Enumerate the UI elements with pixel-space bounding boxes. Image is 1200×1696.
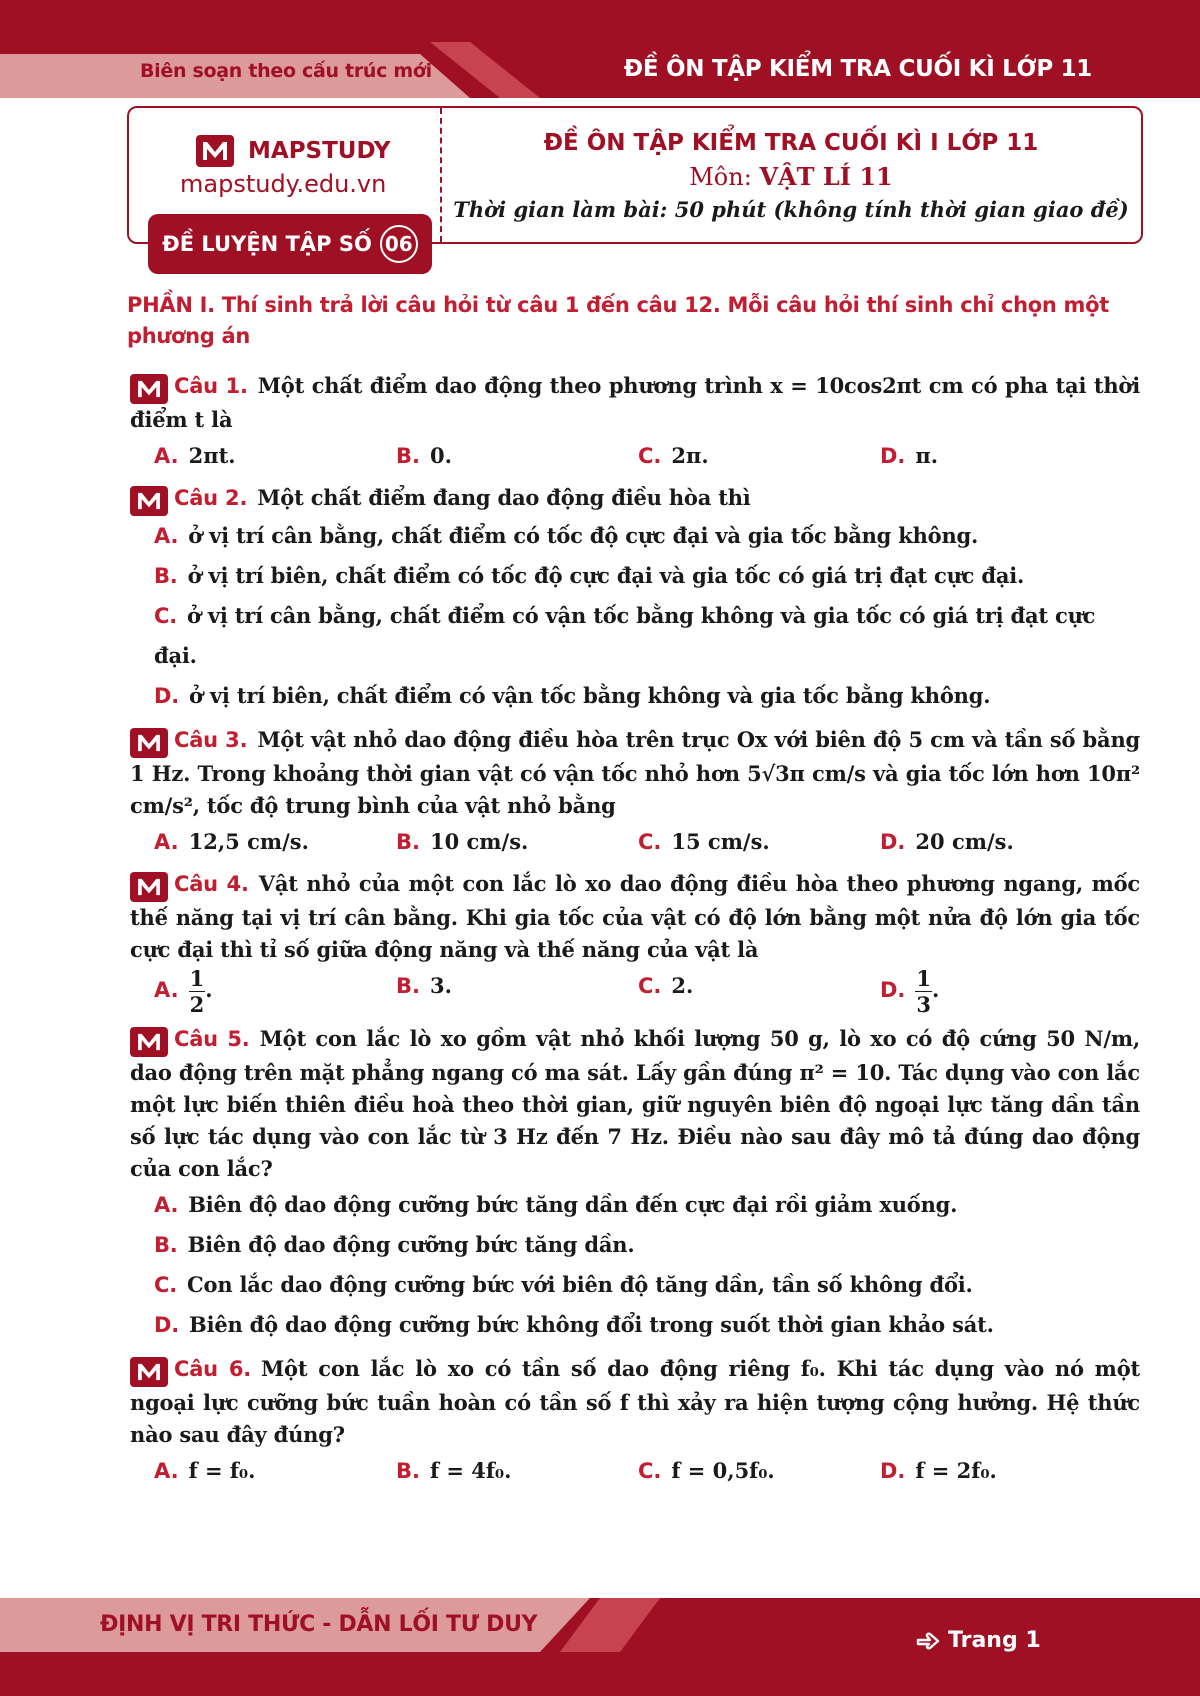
option-letter: C. bbox=[638, 830, 662, 854]
option-letter: A. bbox=[154, 1193, 179, 1217]
fraction-denominator: 3 bbox=[916, 992, 932, 1017]
option-text: 3. bbox=[429, 973, 452, 998]
question-logo-icon bbox=[130, 872, 168, 902]
answer-option bbox=[638, 1453, 880, 1489]
answer-option bbox=[638, 438, 880, 474]
option-letter: D. bbox=[880, 1459, 906, 1483]
option-letter: A. bbox=[154, 444, 179, 468]
option-letter: A. bbox=[154, 830, 179, 854]
option-tail: . bbox=[205, 977, 213, 1002]
exam-title: ĐỀ ÔN TẬP KIỂM TRA CUỐI KÌ I LỚP 11 bbox=[543, 130, 1039, 156]
answer-option bbox=[880, 968, 1122, 1015]
option-letter: B. bbox=[154, 564, 178, 588]
answer-option bbox=[154, 556, 1140, 596]
option-text: ở vị trí biên, chất điểm có vận tốc bằng không và gia tốc bằng không. bbox=[189, 683, 991, 708]
option-letter: A. bbox=[154, 1459, 179, 1483]
option-text: f = 2f₀. bbox=[915, 1458, 997, 1483]
question-label: Câu 5. bbox=[174, 1027, 250, 1051]
answer-option bbox=[154, 516, 1140, 556]
option-letter: B. bbox=[396, 1459, 420, 1483]
top-right-banner-text: ĐỀ ÔN TẬP KIỂM TRA CUỐI KÌ LỚP 11 bbox=[623, 56, 1092, 82]
exam-time: Thời gian làm bài: 50 phút (không tính thời gian giao đề) bbox=[453, 197, 1129, 222]
answer-options bbox=[130, 516, 1140, 716]
option-text: f = 0,5f₀. bbox=[671, 1458, 775, 1483]
question-stem bbox=[130, 370, 1140, 436]
question-2 bbox=[130, 482, 1140, 716]
question-3 bbox=[130, 724, 1140, 860]
question-stem bbox=[130, 868, 1140, 966]
answer-options bbox=[130, 1185, 1140, 1345]
option-text: Biên độ dao động cưỡng bức tăng dần. bbox=[187, 1232, 635, 1257]
option-letter: D. bbox=[154, 1313, 180, 1337]
question-logo-icon bbox=[130, 1357, 168, 1387]
mapstudy-logo-icon bbox=[196, 135, 234, 167]
answer-option bbox=[638, 824, 880, 860]
option-letter: D. bbox=[880, 444, 906, 468]
part-title: PHẦN I. Thí sinh trả lời câu hỏi từ câu 1 đến câu 12. Mỗi câu hỏi thí sinh chỉ chọn một phương án bbox=[127, 293, 1109, 348]
answer-options bbox=[130, 824, 1140, 860]
answer-option bbox=[638, 968, 880, 1015]
answer-option bbox=[154, 596, 1140, 676]
page-number bbox=[916, 1628, 1041, 1653]
answer-option bbox=[396, 438, 638, 474]
option-text: 0. bbox=[429, 443, 452, 468]
option-letter: B. bbox=[396, 444, 420, 468]
option-letter: B. bbox=[396, 830, 420, 854]
page-number-text: Trang 1 bbox=[948, 1628, 1041, 1653]
answer-option bbox=[154, 1265, 1140, 1305]
answer-option bbox=[154, 438, 396, 474]
option-letter: D. bbox=[154, 684, 180, 708]
answer-options bbox=[130, 968, 1140, 1015]
option-text: 15 cm/s. bbox=[671, 829, 770, 854]
answer-options bbox=[130, 1453, 1140, 1489]
option-text: Biên độ dao động cưỡng bức tăng dần đến cực đại rồi giảm xuống. bbox=[188, 1192, 958, 1217]
answer-options bbox=[130, 438, 1140, 474]
option-letter: C. bbox=[638, 444, 662, 468]
practice-number-badge bbox=[148, 214, 432, 274]
option-letter: B. bbox=[154, 1233, 178, 1257]
question-stem bbox=[130, 482, 1140, 516]
question-6 bbox=[130, 1353, 1140, 1489]
practice-label: ĐỀ LUYỆN TẬP SỐ bbox=[162, 232, 372, 256]
top-left-banner-text: Biên soạn theo cấu trúc mới bbox=[140, 60, 432, 82]
option-letter: D. bbox=[880, 830, 906, 854]
question-logo-icon bbox=[130, 728, 168, 758]
option-letter: D. bbox=[880, 978, 906, 1002]
option-text: Biên độ dao động cưỡng bức không đổi trong suốt thời gian khảo sát. bbox=[189, 1312, 994, 1337]
option-text: ở vị trí biên, chất điểm có tốc độ cực đại và gia tốc có giá trị đạt cực đại. bbox=[187, 563, 1025, 588]
answer-option bbox=[154, 1305, 1140, 1345]
question-logo-icon bbox=[130, 1027, 168, 1057]
answer-option bbox=[154, 1225, 1140, 1265]
option-letter: A. bbox=[154, 978, 179, 1002]
fraction bbox=[915, 968, 932, 1015]
option-text: ở vị trí cân bằng, chất điểm có vận tốc bằng không và gia tốc có giá trị đạt cực đại. bbox=[154, 603, 1096, 668]
option-text: ở vị trí cân bằng, chất điểm có tốc độ cực đại và gia tốc bằng không. bbox=[188, 523, 979, 548]
question-label: Câu 3. bbox=[174, 728, 248, 752]
question-text: Một vật nhỏ dao động điều hòa trên trục Ox với biên độ 5 cm và tần số bằng 1 Hz. Trong khoảng thời gian vật có vận tốc nhỏ hơn 5√3π cm/s và gia tốc lớn hơn 10π² cm/s², tốc độ trung bình của vật nhỏ bằng bbox=[130, 727, 1140, 818]
question-1 bbox=[130, 370, 1140, 474]
answer-option bbox=[880, 824, 1122, 860]
question-text: Một chất điểm đang dao động điều hòa thì bbox=[257, 485, 751, 510]
question-5 bbox=[130, 1023, 1140, 1345]
question-4 bbox=[130, 868, 1140, 1015]
question-text: Một con lắc lò xo gồm vật nhỏ khối lượng 50 g, lò xo có độ cứng 50 N/m, dao động trên mặt phẳng ngang có ma sát. Lấy gần đúng π² = 10. Tác dụng vào con lắc một lực biến thiên điều hoà theo thời gian, giữ nguyên biên độ ngoại lực tăng dần tần số lực tác dụng vào con lắc từ 3 Hz đến 7 Hz. Điều nào sau đây mô tả đúng dao động của con lắc? bbox=[130, 1026, 1141, 1181]
answer-option bbox=[396, 968, 638, 1015]
option-letter: C. bbox=[638, 974, 662, 998]
answer-option bbox=[396, 824, 638, 860]
question-stem bbox=[130, 724, 1140, 822]
question-stem bbox=[130, 1023, 1140, 1185]
question-logo-icon bbox=[130, 486, 168, 516]
answer-option bbox=[154, 824, 396, 860]
question-text: Một con lắc lò xo có tần số dao động riêng f₀. Khi tác dụng vào nó một ngoại lực cưỡng bức tuần hoàn có tần số f thì xảy ra hiện tượng cộng hưởng. Hệ thức nào sau đây đúng? bbox=[130, 1356, 1140, 1447]
question-text: Vật nhỏ của một con lắc lò xo dao động điều hòa theo phương ngang, mốc thế năng tại vị trí cân bằng. Khi gia tốc của vật có độ lớn bằng một nửa độ lớn gia tốc cực đại thì tỉ số giữa động năng và thế năng của vật là bbox=[130, 871, 1140, 962]
option-text: 2. bbox=[671, 973, 694, 998]
option-letter: A. bbox=[154, 524, 179, 548]
option-letter: C. bbox=[638, 1459, 662, 1483]
option-text: 2πt. bbox=[188, 443, 236, 468]
fraction-numerator: 1 bbox=[916, 966, 932, 991]
option-text: 10 cm/s. bbox=[429, 829, 529, 854]
option-letter: C. bbox=[154, 1273, 177, 1297]
exam-subject-prefix: Môn: bbox=[689, 163, 760, 191]
option-text: f = 4f₀. bbox=[429, 1458, 512, 1483]
questions-list bbox=[130, 370, 1140, 1497]
fraction-denominator: 2 bbox=[189, 992, 205, 1017]
answer-option bbox=[154, 1185, 1140, 1225]
answer-option bbox=[396, 1453, 638, 1489]
option-tail: . bbox=[932, 977, 940, 1002]
exam-subject bbox=[442, 162, 1140, 191]
answer-option bbox=[154, 1453, 396, 1489]
option-text: 20 cm/s. bbox=[915, 829, 1014, 854]
pointing-hand-icon bbox=[916, 1630, 940, 1652]
footer-slogan: ĐỊNH VỊ TRI THỨC - DẪN LỐI TƯ DUY bbox=[100, 1612, 538, 1637]
option-letter: C. bbox=[154, 604, 177, 628]
fraction bbox=[189, 968, 206, 1015]
option-text: 2π. bbox=[671, 443, 709, 468]
answer-option bbox=[880, 438, 1122, 474]
option-text: π. bbox=[915, 443, 939, 468]
answer-option bbox=[154, 968, 396, 1015]
brand-logo bbox=[196, 135, 391, 167]
question-label: Câu 6. bbox=[174, 1357, 252, 1381]
question-label: Câu 2. bbox=[174, 486, 248, 510]
answer-option bbox=[154, 676, 1140, 716]
question-label: Câu 4. bbox=[174, 872, 249, 896]
option-text: Con lắc dao động cưỡng bức với biên độ tăng dần, tần số không đổi. bbox=[187, 1272, 973, 1297]
brand-name: MAPSTUDY bbox=[248, 138, 391, 164]
option-letter: B. bbox=[396, 974, 420, 998]
option-text: 12,5 cm/s. bbox=[188, 829, 309, 854]
fraction-numerator: 1 bbox=[189, 966, 205, 991]
brand-url: mapstudy.edu.vn bbox=[180, 170, 387, 198]
question-label: Câu 1. bbox=[174, 374, 248, 398]
practice-number: 06 bbox=[380, 225, 418, 263]
exam-subject-name: VẬT LÍ 11 bbox=[759, 162, 893, 191]
answer-option bbox=[880, 1453, 1122, 1489]
option-text: f = f₀. bbox=[188, 1458, 256, 1483]
question-stem bbox=[130, 1353, 1140, 1451]
question-text: Một chất điểm dao động theo phương trình x = 10cos2πt cm có pha tại thời điểm t là bbox=[130, 373, 1140, 432]
question-logo-icon bbox=[130, 374, 168, 404]
